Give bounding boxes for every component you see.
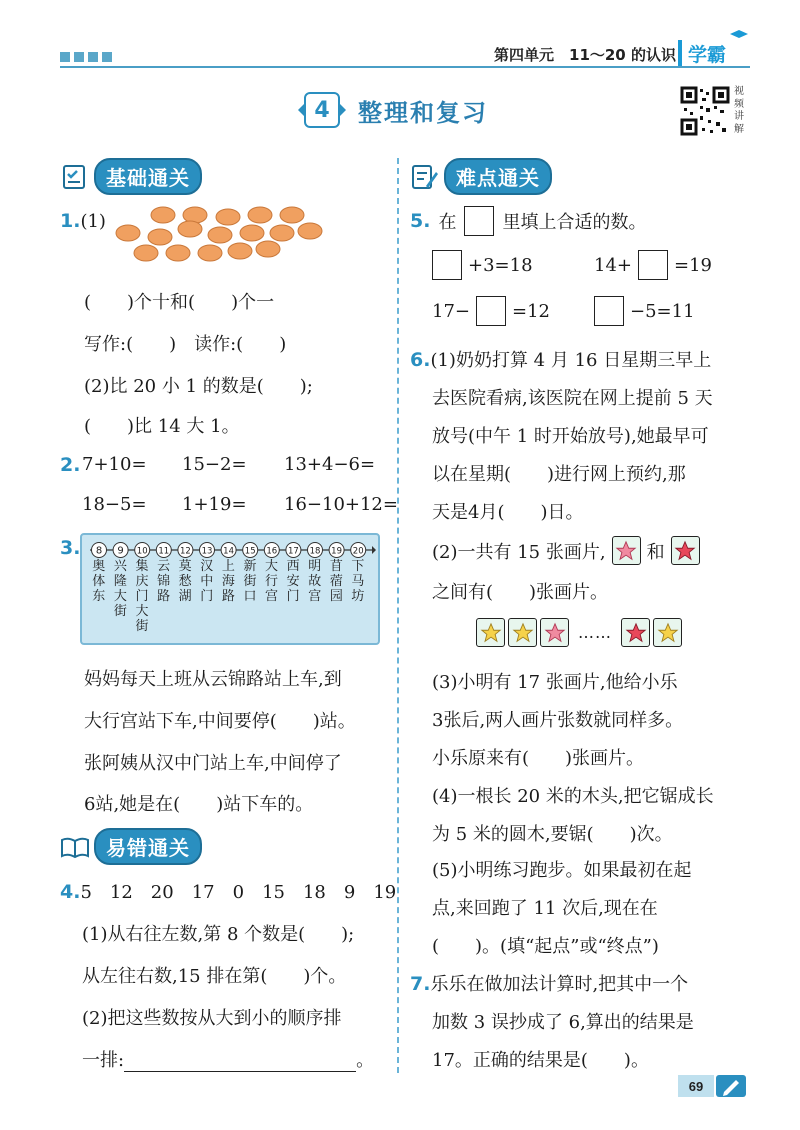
answer-box-sample [464,206,494,236]
qr-code-icon[interactable] [680,86,730,136]
q6-p1-line3: 放号(中午 1 时开始放号),她最早可 [432,426,709,447]
station-number: 11 [158,546,170,557]
open-book-icon [60,832,90,862]
q6-p2-line1-b: 和 [646,541,665,563]
q1-number: 1. [60,210,81,232]
unit-title: 第四单元 11～20 的认识 [494,46,676,64]
q4-line2: 从左往右数,15 排在第( )个。 [82,966,347,987]
star-card-row [476,618,682,647]
yellow-star-icon [480,622,502,644]
q2-r1-c2: 15−2= [182,454,247,475]
station-number: 16 [266,546,278,557]
q6-number: 6. [410,349,431,371]
q6-p3-line3: 小乐原来有( )张画片。 [432,748,645,769]
section-basic-header [60,158,202,195]
q3-line1: 妈妈每天上班从云锦路站上车,到 [84,669,342,690]
q6-p4-line2: 为 5 米的圆木,要锯( )次。 [432,824,673,845]
q3-line3: 张阿姨从汉中门站上车,中间停了 [84,753,342,774]
star-tile-pink [612,536,641,565]
q5-eq1: +3=18 [468,254,533,276]
q5-eq2-b: =19 [674,254,712,276]
header-decoration [60,52,112,62]
q1-line4: ( )比 14 大 1。 [84,416,240,437]
q1-line3: (2)比 20 小 1 的数是( ); [84,376,313,397]
q7-line1: 乐乐在做加法计算时,把其中一个 [430,974,689,995]
station-name: 苜 蓿 园 [329,559,343,604]
q5-eq4: −5=11 [630,300,695,322]
q6-p1-line4: 以在星期( )进行网上预约,那 [432,464,686,485]
checklist-icon [60,162,90,192]
q1-line2: 写作:( ) 读作:( ) [84,334,287,355]
q4-number: 4. [60,881,81,903]
q5-eq3-b: =12 [512,300,550,322]
q4-line1: (1)从右往左数,第 8 个数是( ); [82,924,355,945]
station-name: 云 锦 路 [157,559,171,604]
station-name: 大 行 宫 [265,559,279,604]
station-number: 17 [287,546,299,557]
q4-line4-suffix: 。 [356,1050,375,1071]
q6-p1-line5: 天是4月( )日。 [432,502,584,523]
q6-p3-line1: (3)小明有 17 张画片,他给小乐 [432,672,678,693]
station-number: 18 [309,546,321,557]
q2-r1-c3: 13+4−6= [284,454,376,475]
notepad-pencil-icon [410,162,440,192]
column-divider [397,158,399,1073]
station-name: 明 故 宫 [308,559,322,604]
q6-p1-line2: 去医院看病,该医院在网上提前 5 天 [432,388,713,409]
q6-p4-line1: (4)一根长 20 米的木头,把它锯成长 [432,786,714,807]
star-card [653,618,682,647]
star-card [621,618,650,647]
section-basic-title: 基础通关 [94,158,202,195]
ellipsis: …… [578,623,612,642]
station-name: 集 庆 门 大 街 [135,559,149,634]
q7-line3: 17。正确的结果是( )。 [432,1050,649,1071]
q4-line4-prefix: 一排: [82,1050,125,1071]
station-number: 8 [95,545,103,557]
q6-p5-line2: 点,来回跑了 11 次后,现在在 [432,898,658,919]
station-name: 上 海 路 [221,559,235,604]
q2-number: 2. [60,454,81,476]
q1-part1-label: (1) [80,211,106,232]
pink-star-icon [544,622,566,644]
q6-p2-line2: 之间有( )张画片。 [432,582,609,603]
station-number: 20 [352,546,364,557]
star-card [508,618,537,647]
q2-r2-c2: 1+19= [182,494,247,515]
lesson-title [304,92,488,128]
answer-box-4[interactable] [594,296,624,326]
pencil-icon [716,1073,746,1099]
yellow-star-icon [512,622,534,644]
metro-stations [88,559,369,634]
q3-line4: 6站,她是在( )站下车的。 [84,794,314,815]
star-tile-red [671,536,700,565]
q5-intro-b: 里填上合适的数。 [502,212,647,233]
brand-logo: 学霸 [678,40,754,66]
station-number: 14 [223,546,235,557]
section-hard-header [410,158,552,195]
q7-number: 7. [410,973,431,995]
graduation-cap-icon [730,30,748,40]
station-name: 新 街 口 [243,559,257,604]
answer-box-2[interactable] [638,250,668,280]
page-title: 整理和复习 [358,98,488,127]
answer-box-3[interactable] [476,296,506,326]
q6-p3-line2: 3张后,两人画片张数就同样多。 [432,710,684,731]
metro-line [88,541,376,559]
q6-p1-line1: (1)奶奶打算 4 月 16 日星期三早上 [430,350,712,371]
q3-number: 3. [60,537,81,559]
red-star-icon [674,540,696,562]
q2-r1-c1: 7+10= [82,454,147,475]
q5-intro-a: 在 [438,212,457,233]
header-rule [60,66,750,68]
station-number: 15 [244,546,256,557]
star-card [540,618,569,647]
q5-eq3-a: 17− [432,300,470,322]
q3-line2: 大行宫站下车,中间要停( )站。 [84,711,356,732]
station-number: 13 [201,546,213,557]
answer-line[interactable] [124,1054,356,1072]
yellow-star-icon [657,622,679,644]
station-name: 奥 体 东 [92,559,106,604]
eggs-illustration [110,205,340,265]
q5-eq2-a: 14+ [594,254,632,276]
q4-numbers: 5 12 20 17 0 15 18 9 19 [80,882,397,903]
station-number: 12 [179,546,191,557]
q2-r2-c3: 16−10+12= [284,494,398,515]
qr-label: 视 频 讲 解 [734,86,744,135]
station-name: 兴 隆 大 街 [113,559,127,619]
section-hard-title: 难点通关 [444,158,552,195]
q7-line2: 加数 3 误抄成了 6,算出的结果是 [432,1012,694,1033]
q5-number: 5. [410,210,431,232]
q6-p5-line1: (5)小明练习跑步。如果最初在起 [432,860,692,881]
lesson-number: 4 [304,92,340,128]
station-number: 9 [117,545,124,557]
metro-map [80,533,380,645]
star-card [476,618,505,647]
station-number: 19 [331,546,343,557]
answer-box-1[interactable] [432,250,462,280]
station-number: 10 [136,546,148,557]
q4-line3: (2)把这些数按从大到小的顺序排 [82,1008,342,1029]
section-error-title: 易错通关 [94,828,202,865]
q1-line1: ( )个十和( )个一 [84,292,275,313]
section-error-header [60,828,202,865]
station-name: 西 安 门 [286,559,300,604]
q6-p5-line3: ( )。(填“起点”或“终点”) [432,936,659,957]
station-name: 汉 中 门 [200,559,214,604]
page-number: 69 [678,1075,714,1097]
station-name: 莫 愁 湖 [178,559,192,604]
q2-r2-c1: 18−5= [82,494,147,515]
red-star-icon [625,622,647,644]
pink-star-icon [615,540,637,562]
station-name: 下 马 坊 [351,559,365,604]
q6-p2-line1-a: (2)一共有 15 张画片, [432,541,606,563]
